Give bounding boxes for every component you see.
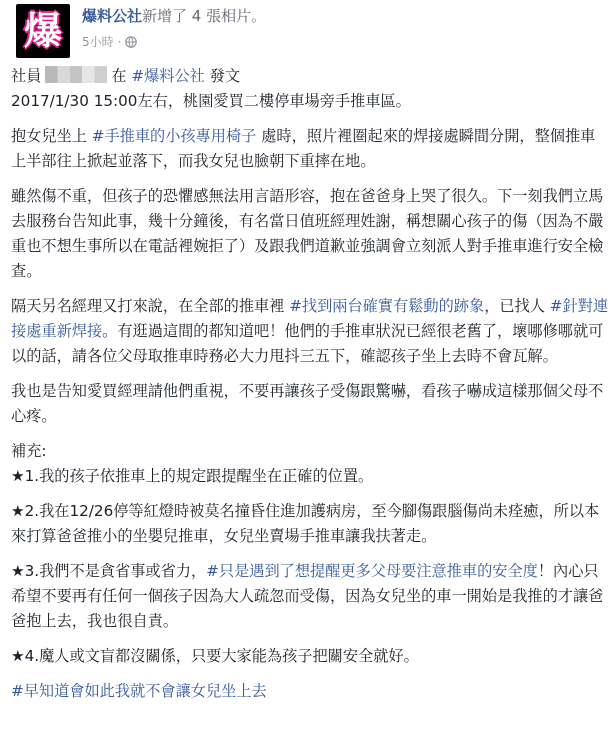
supplement-label: 補充: [11, 442, 47, 460]
post-paragraph: 雖然傷不重，但孩子的恐懼感無法用言語形容，抱在爸爸身上哭了很久。下一刻我們立馬去服務台告知此事，幾十分鐘後，有名當日值班經理姓謝，稱想關心孩子的傷（因為不嚴重也不想生事所以在電話裡婉拒了）及跟我們道歉並強調會立刻派人對手推車進行安全檢查。 [11, 187, 604, 280]
hashtag-link[interactable]: #找到兩台確實有鬆動的跡象 [289, 297, 485, 315]
page-name-link[interactable]: 爆料公社 [82, 7, 143, 25]
hashtag-link[interactable]: #只是遇到了想提醒更多父母要注意推車的安全度 [206, 562, 538, 580]
supplement-item: ★3.我們不是貪省事或省力，#只是遇到了想提醒更多父母要注意推車的安全度！內心只希望不要再有任何一個孩子因為大人疏忽而受傷，因為女兒坐的車一開始是我推的才讓爸爸抱上去，我也很自責。 [11, 562, 604, 630]
hashtag-link[interactable]: #手推車的小孩專用椅子 [91, 127, 257, 145]
post-intro: 社員 在 #爆料公社 發文 [11, 67, 241, 85]
hashtag-link[interactable]: #針對連接處重新焊接 [11, 297, 609, 340]
post-paragraph: 抱女兒坐上 #手推車的小孩專用椅子 處時，照片裡圈起來的焊接處瞬間分開，整個推車上半部往上掀起並落下，而我女兒也臉朝下重摔在地。 [11, 127, 596, 170]
post-timestamp[interactable]: 5小時 [82, 35, 114, 49]
post-headline [82, 6, 266, 26]
bao-logo-icon: 爆 [23, 9, 62, 53]
post-action-text: 新增了 4 張相片。 [142, 7, 267, 25]
hashtag-link[interactable]: #早知道會如此我就不會讓女兒坐上去 [11, 682, 267, 700]
post-meta: 5小時 · [82, 33, 137, 50]
post-paragraph: 2017/1/30 15:00左右，桃園愛買二樓停車場旁手推車區。 [11, 92, 411, 110]
post-paragraph: 隔天另名經理又打來說，在全部的推車裡 #找到兩台確實有鬆動的跡象，已找人 #針對連接處重新焊接。有逛過這間的都知道吧！他們的手推車狀況已經很老舊了，壞哪修哪就可以的話，請各位父母取推車時務必大力甩抖三五下，確認孩子坐上去時不會瓦解。 [11, 297, 609, 365]
blurred-member-name [45, 66, 107, 83]
supplement-item: ★2.我在12/26停等紅燈時被莫名撞昏住進加護病房，至今腳傷跟腦傷尚未痊癒，所以本來打算爸爸推小的坐嬰兒推車，女兒坐賣場手推車讓我扶著走。 [11, 502, 600, 545]
globe-icon[interactable] [125, 36, 137, 48]
hashtag-link[interactable]: #爆料公社 [131, 67, 205, 85]
supplement-item: ★4.魔人或文盲都沒關係，只要大家能為孩子把關安全就好。 [11, 647, 419, 665]
post-body [11, 64, 609, 714]
page-avatar[interactable] [16, 4, 70, 58]
post-paragraph: 我也是告知愛買經理請他們重視，不要再讓孩子受傷跟驚嚇，看孩子嚇成這樣那個父母不心疼。 [11, 382, 604, 425]
closing-hashtag [11, 679, 609, 704]
supplement-item: ★1.我的孩子依推車上的規定跟提醒坐在正確的位置。 [11, 467, 374, 485]
post-header [8, 0, 616, 62]
